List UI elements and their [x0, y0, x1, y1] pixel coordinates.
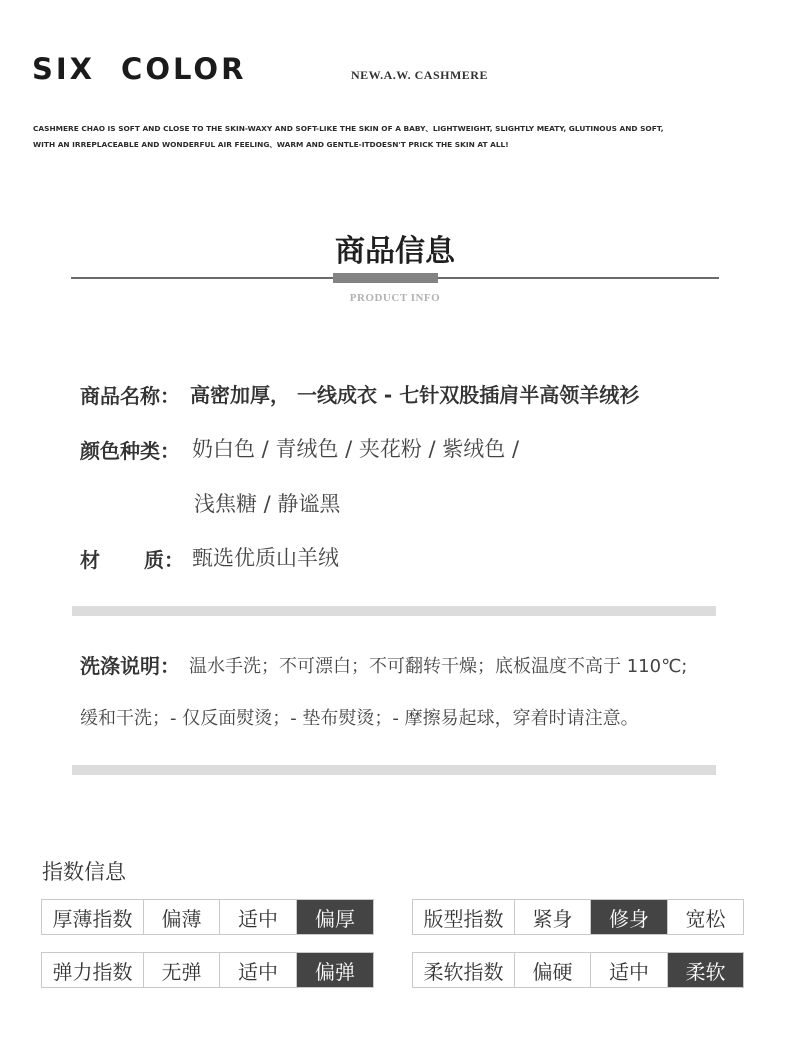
- wash-line-1: 温水手洗；不可漂白；不可翻转干燥；底板温度不高于 110℃;: [189, 656, 688, 677]
- index-option: 适中: [220, 953, 297, 987]
- brand-left: SIX: [32, 52, 96, 86]
- index-name: 版型指数: [413, 900, 515, 934]
- tagline: [33, 121, 664, 153]
- index-table-fit: [412, 899, 744, 935]
- index-option: 偏薄: [144, 900, 220, 934]
- material-value: 甄选优质山羊绒: [192, 546, 339, 570]
- material-label-2: 质：: [144, 548, 184, 572]
- section-title: 商品信息: [335, 234, 455, 269]
- divider-bottom: [72, 765, 716, 775]
- index-option-selected: 柔软: [668, 953, 743, 987]
- title-accent-bar: [333, 273, 438, 283]
- index-title: 指数信息: [42, 860, 126, 884]
- color-label: 颜色种类：: [80, 439, 180, 463]
- tagline-line-2: WITH AN IRREPLACEABLE AND WONDERFUL AIR FEELING、WARM AND GENTLE-ITDOESN'T PRICK THE SKIN AT ALL!: [33, 140, 509, 149]
- index-table-thickness: [41, 899, 374, 935]
- index-table-elasticity: [41, 952, 374, 988]
- index-option: 宽松: [668, 900, 743, 934]
- product-name-label: 商品名称：: [80, 384, 180, 408]
- index-option: 偏硬: [515, 953, 591, 987]
- index-name: 弹力指数: [42, 953, 144, 987]
- color-value-line-2: 浅焦糖 / 静谧黑: [194, 492, 341, 516]
- index-option-selected: 修身: [591, 900, 668, 934]
- index-option: 紧身: [515, 900, 591, 934]
- brand-subtitle: NEW.A.W. CASHMERE: [351, 68, 488, 82]
- index-option: 适中: [220, 900, 297, 934]
- material-label-1: 材: [80, 548, 100, 572]
- divider-top: [72, 606, 716, 616]
- index-table-softness: [412, 952, 744, 988]
- index-option: 适中: [591, 953, 668, 987]
- tagline-line-1: CASHMERE CHAO IS SOFT AND CLOSE TO THE SKIN-WAXY AND SOFT-LIKE THE SKIN OF A BABY、LIGHTWEIGHT, SLIGHTLY MEATY, GLUTINOUS AND SOFT,: [33, 124, 664, 133]
- color-value-line-1: 奶白色 / 青绒色 / 夹花粉 / 紫绒色 /: [192, 437, 520, 461]
- index-name: 柔软指数: [413, 953, 515, 987]
- index-option: 无弹: [144, 953, 220, 987]
- wash-line-2: 缓和干洗；- 仅反面熨烫；- 垫布熨烫；- 摩擦易起球，穿着时请注意。: [80, 708, 639, 729]
- brand-right: COLOR: [121, 52, 247, 86]
- index-option-selected: 偏弹: [297, 953, 373, 987]
- index-name: 厚薄指数: [42, 900, 144, 934]
- index-option-selected: 偏厚: [297, 900, 373, 934]
- section-subtitle-en: PRODUCT INFO: [349, 292, 441, 304]
- product-name-value: 高密加厚， 一线成衣 - 七针双股插肩半高领羊绒衫: [190, 383, 640, 407]
- wash-label: 洗涤说明：: [80, 654, 180, 678]
- brand-logo: [32, 52, 246, 86]
